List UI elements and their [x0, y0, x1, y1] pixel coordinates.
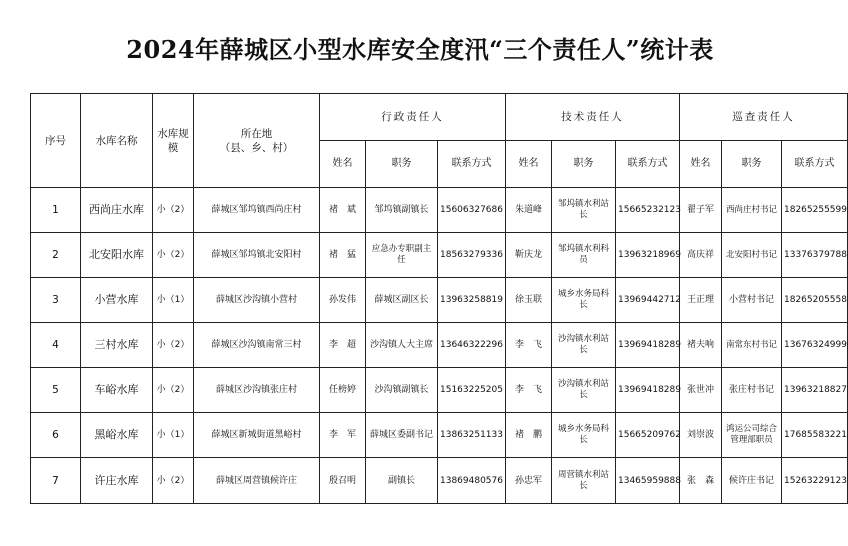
- admin-title: 沙沟镇人大主席: [366, 323, 438, 368]
- patrol-phone: 15263229123: [782, 458, 848, 504]
- tech-title: 周营镇水利站长: [552, 458, 616, 504]
- subheader-title: 职务: [366, 141, 438, 188]
- header-row-1: [31, 94, 848, 141]
- tech-title: 沙沟镇水利站长: [552, 323, 616, 368]
- admin-title: 薛城区副区长: [366, 278, 438, 323]
- header-tech-group: 技术责任人: [506, 94, 680, 141]
- tech-name: 褚 鹏: [506, 413, 552, 458]
- subheader-contact: 联系方式: [616, 141, 680, 188]
- admin-title: 沙沟镇副镇长: [366, 368, 438, 413]
- header-reservoir-name: 水库名称: [81, 94, 153, 188]
- patrol-name: 褚夫响: [680, 323, 722, 368]
- admin-phone: 15606327686: [438, 188, 506, 233]
- patrol-title: 西尚庄村书记: [722, 188, 782, 233]
- patrol-title: 候许庄书记: [722, 458, 782, 504]
- reservoir-name: 许庄水库: [81, 458, 153, 504]
- reservoir-location: 薛城区沙沟镇张庄村: [194, 368, 320, 413]
- row-index: 1: [31, 188, 81, 233]
- tech-phone: 13465959888: [616, 458, 680, 504]
- reservoir-scale: 小（2）: [153, 233, 194, 278]
- tech-name: 朱道峰: [506, 188, 552, 233]
- subheader-contact: 联系方式: [438, 141, 506, 188]
- reservoir-location: 薛城区沙沟镇小营村: [194, 278, 320, 323]
- header-scale: 水库规模: [153, 94, 194, 188]
- reservoir-location: 薛城区邹坞镇北安阳村: [194, 233, 320, 278]
- reservoir-name: 车峪水库: [81, 368, 153, 413]
- subheader-title: 职务: [552, 141, 616, 188]
- responsibility-table: [30, 93, 848, 504]
- row-index: 4: [31, 323, 81, 368]
- admin-title: 薛城区委副书记: [366, 413, 438, 458]
- subheader-title: 职务: [722, 141, 782, 188]
- tech-phone: 13969418289: [616, 368, 680, 413]
- patrol-name: 张世冲: [680, 368, 722, 413]
- page-title: 2024年薛城区小型水库安全度汛“三个责任人”统计表: [126, 35, 714, 64]
- admin-title: 副镇长: [366, 458, 438, 504]
- tech-name: 孙忠军: [506, 458, 552, 504]
- admin-phone: 18563279336: [438, 233, 506, 278]
- table-row: [31, 188, 848, 233]
- patrol-name: 翟子军: [680, 188, 722, 233]
- patrol-phone: 13376379788: [782, 233, 848, 278]
- patrol-phone: 17685583221: [782, 413, 848, 458]
- tech-phone: 15665209762: [616, 413, 680, 458]
- admin-phone: 15163225205: [438, 368, 506, 413]
- patrol-name: 王正理: [680, 278, 722, 323]
- tech-title: 城乡水务局科长: [552, 413, 616, 458]
- patrol-phone: 18265255599: [782, 188, 848, 233]
- tech-phone: 15665232123: [616, 188, 680, 233]
- reservoir-name: 西尚庄水库: [81, 188, 153, 233]
- subheader-name: 姓名: [680, 141, 722, 188]
- reservoir-name: 三村水库: [81, 323, 153, 368]
- tech-phone: 13963218969: [616, 233, 680, 278]
- reservoir-scale: 小（1）: [153, 413, 194, 458]
- reservoir-location: 薛城区周营镇候许庄: [194, 458, 320, 504]
- reservoir-name: 黑峪水库: [81, 413, 153, 458]
- reservoir-scale: 小（2）: [153, 458, 194, 504]
- patrol-name: 刘崇波: [680, 413, 722, 458]
- tech-phone: 13969442712: [616, 278, 680, 323]
- row-index: 2: [31, 233, 81, 278]
- reservoir-name: 小营水库: [81, 278, 153, 323]
- header-location: [194, 94, 320, 188]
- header-admin-group: 行政责任人: [320, 94, 506, 141]
- patrol-title: 小营村书记: [722, 278, 782, 323]
- admin-name: 孙发伟: [320, 278, 366, 323]
- header-location-line1: 所在地: [240, 127, 273, 140]
- patrol-title: 张庄村书记: [722, 368, 782, 413]
- admin-name: 褚 斌: [320, 188, 366, 233]
- table-row: [31, 458, 848, 504]
- admin-phone: 13863251133: [438, 413, 506, 458]
- subheader-contact: 联系方式: [782, 141, 848, 188]
- reservoir-location: 薛城区邹坞镇西尚庄村: [194, 188, 320, 233]
- patrol-title: 北安阳村书记: [722, 233, 782, 278]
- admin-name: 李 超: [320, 323, 366, 368]
- patrol-name: 张 森: [680, 458, 722, 504]
- patrol-title: 南常东村书记: [722, 323, 782, 368]
- admin-title: 邹坞镇副镇长: [366, 188, 438, 233]
- table-row: [31, 413, 848, 458]
- admin-name: 殷召明: [320, 458, 366, 504]
- admin-name: 李 军: [320, 413, 366, 458]
- tech-title: 城乡水务局科长: [552, 278, 616, 323]
- admin-phone: 13963258819: [438, 278, 506, 323]
- table-row: [31, 278, 848, 323]
- reservoir-scale: 小（2）: [153, 368, 194, 413]
- row-index: 6: [31, 413, 81, 458]
- header-index: 序号: [31, 94, 81, 188]
- row-index: 7: [31, 458, 81, 504]
- reservoir-name: 北安阳水库: [81, 233, 153, 278]
- table-row: [31, 323, 848, 368]
- admin-phone: 13869480576: [438, 458, 506, 504]
- tech-title: 沙沟镇水利站长: [552, 368, 616, 413]
- reservoir-scale: 小（2）: [153, 188, 194, 233]
- tech-name: 徐玉联: [506, 278, 552, 323]
- tech-title: 邹坞镇水利站长: [552, 188, 616, 233]
- tech-name: 李 飞: [506, 368, 552, 413]
- admin-name: 任榜婷: [320, 368, 366, 413]
- patrol-phone: 18265205558: [782, 278, 848, 323]
- patrol-name: 高庆祥: [680, 233, 722, 278]
- admin-name: 褚 猛: [320, 233, 366, 278]
- row-index: 3: [31, 278, 81, 323]
- reservoir-scale: 小（2）: [153, 323, 194, 368]
- tech-title: 邹坞镇水利科员: [552, 233, 616, 278]
- tech-name: 李 飞: [506, 323, 552, 368]
- tech-phone: 13969418289: [616, 323, 680, 368]
- table-row: [31, 368, 848, 413]
- header-location-line2: （县、乡、村）: [219, 141, 294, 154]
- reservoir-scale: 小（1）: [153, 278, 194, 323]
- subheader-name: 姓名: [506, 141, 552, 188]
- reservoir-location: 薛城区新城街道黑峪村: [194, 413, 320, 458]
- subheader-name: 姓名: [320, 141, 366, 188]
- row-index: 5: [31, 368, 81, 413]
- table-row: [31, 233, 848, 278]
- header-patrol-group: 巡查责任人: [680, 94, 848, 141]
- tech-name: 靳庆龙: [506, 233, 552, 278]
- patrol-phone: 13676324999: [782, 323, 848, 368]
- patrol-title: 鸿运公司综合管理部职员: [722, 413, 782, 458]
- admin-title: 应急办专职副主任: [366, 233, 438, 278]
- admin-phone: 13646322296: [438, 323, 506, 368]
- patrol-phone: 13963218827: [782, 368, 848, 413]
- reservoir-location: 薛城区沙沟镇南常三村: [194, 323, 320, 368]
